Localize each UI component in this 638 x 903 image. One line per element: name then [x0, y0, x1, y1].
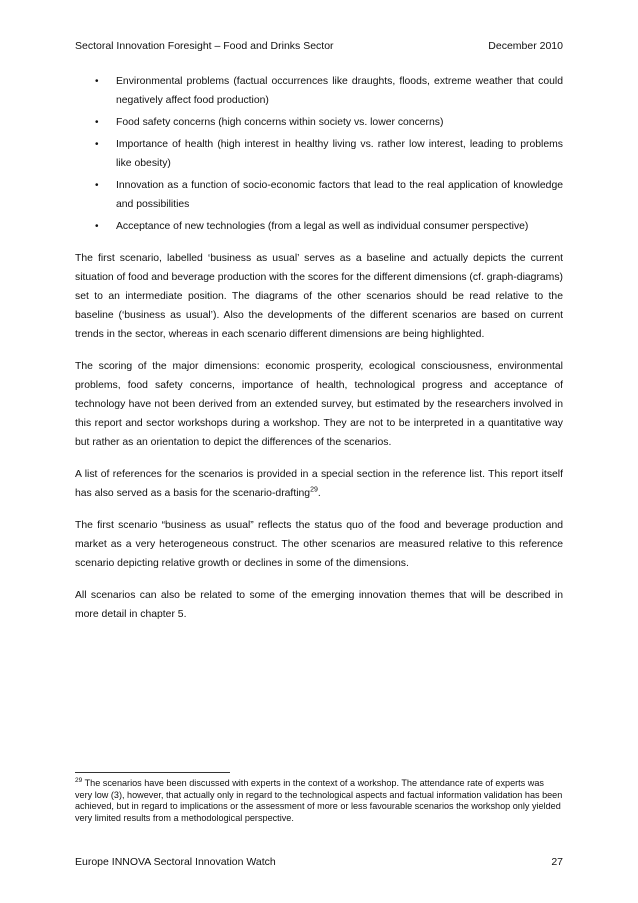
bullet-list	[75, 72, 563, 236]
page-number: 27	[551, 856, 563, 868]
bullet-icon: •	[95, 180, 99, 191]
list-item	[75, 176, 563, 214]
header-title: Sectoral Innovation Foresight – Food and Drinks Sector	[75, 40, 334, 52]
footnote-reference[interactable]: 29	[310, 486, 318, 494]
list-item-text: Innovation as a function of socio-economic factors that lead to the real application of knowledge and possibilities	[116, 180, 563, 210]
paragraph-references-end: .	[317, 488, 321, 499]
footer-publication: Europe INNOVA Sectoral Innovation Watch	[75, 856, 276, 868]
list-item	[75, 72, 563, 110]
paragraph-references	[75, 465, 563, 503]
page-header	[75, 40, 563, 52]
paragraph-innovation-themes: All scenarios can also be related to some of the emerging innovation themes that will be described in more detail in chapter 5.	[75, 590, 563, 620]
footnote-text: The scenarios have been discussed with experts in the context of a workshop. The attendance rate of experts was very low (3), however, that actually only in regard to the technological aspects and factual information validation has been achieved, but in regard to implications or the assessment of more or less favourable scenarios the workshop only yielded very limited results from a methodological perspective.	[75, 778, 563, 823]
list-item-text: Food safety concerns (high concerns within society vs. lower concerns)	[116, 117, 444, 128]
footnote-number: 29	[75, 776, 83, 784]
list-item	[75, 135, 563, 173]
bullet-icon: •	[95, 76, 99, 87]
list-item	[75, 217, 563, 236]
bullet-icon: •	[95, 221, 99, 232]
list-item-text: Environmental problems (factual occurrences like draughts, floods, extreme weather that could negatively affect food production)	[116, 76, 563, 106]
paragraph-references-text: A list of references for the scenarios is provided in a special section in the reference list. This report itself has also served as a basis for the scenario-drafting	[75, 469, 563, 499]
footnote	[75, 778, 563, 824]
list-item-text: Importance of health (high interest in healthy living vs. rather low interest, leading to problems like obesity)	[116, 139, 563, 169]
page-footer	[75, 856, 563, 868]
list-item	[75, 113, 563, 132]
footnote-divider	[75, 772, 230, 773]
paragraph-scoring: The scoring of the major dimensions: economic prosperity, ecological consciousness, environmental problems, food safety concerns, importance of health, technological progress and acceptance of technology have not been derived from an extended survey, but estimated by the researchers involved in this report and sector workshops during a workshop. They are not to be interpreted in a quantitative way but rather as an orientation to depict the differences of the scenarios.	[75, 361, 563, 448]
bullet-icon: •	[95, 117, 99, 128]
bullet-icon: •	[95, 139, 99, 150]
list-item-text: Acceptance of new technologies (from a legal as well as individual consumer perspective)	[116, 221, 529, 232]
header-date: December 2010	[488, 40, 563, 52]
paragraph-status-quo: The first scenario “business as usual” reflects the status quo of the food and beverage production and market as a very heterogeneous construct. The other scenarios are measured relative to this reference scenario depicting relative growth or declines in some of the dimensions.	[75, 520, 563, 569]
page-body	[75, 72, 563, 624]
paragraph-baseline-scenario: The first scenario, labelled ‘business as usual’ serves as a baseline and actually depicts the current situation of food and beverage production with the scores for the different dimensions (cf. graph-diagrams) set to an intermediate position. The diagrams of the other scenarios should be read relative to the baseline (‘business as usual’). Also the developments of the different scenarios are based on current trends in the sector, whereas in each scenario different dimensions are being highlighted.	[75, 253, 563, 340]
